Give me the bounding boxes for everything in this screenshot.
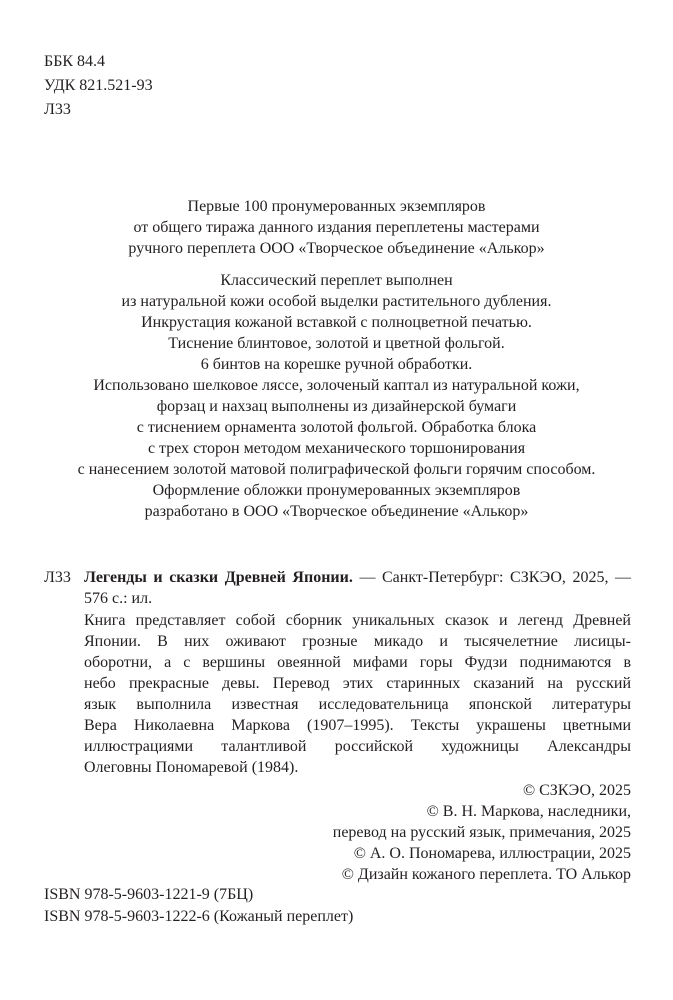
text-line: Инкрустация кожаной вставкой с полноцветной печатью. — [141, 314, 532, 331]
text-line: разработано в ООО «Творческое объединение «Алькор» — [144, 503, 529, 520]
binding-description — [0, 270, 673, 522]
text-line: Классический переплет выполнен — [220, 272, 453, 289]
text-line: Японии. В них оживают грозные микадо и тысячелетние лисицы- — [84, 633, 631, 650]
bibliographic-heading — [44, 567, 631, 588]
bbk-code: ББК 84.4 — [44, 53, 106, 70]
text-line: язык выполнила известная исследовательница японской литературы — [84, 696, 631, 713]
isbn-block — [44, 884, 353, 928]
copyright-line: © Дизайн кожаного переплета. ТО Алькор — [341, 866, 631, 883]
bibliographic-heading-text — [84, 567, 631, 588]
copyright-line: перевод на русский язык, примечания, 2025 — [332, 824, 631, 841]
text-line: Использовано шелковое ляссе, золоченый каптал из натуральной кожи, — [93, 377, 580, 394]
bibliographic-sign: Л33 — [44, 569, 71, 586]
text-line: Первые 100 пронумерованных экземпляров — [187, 198, 486, 215]
limited-edition-note — [0, 196, 673, 259]
book-title: Легенды и сказки Древней Японии. — [84, 569, 353, 586]
text-line: Олеговны Пономаревой (1984). — [84, 759, 299, 776]
text-line: небо прекрасные девы. Перевод этих старинных сказаний на русский — [84, 675, 631, 692]
text-line: 6 бинтов на корешке ручной обработки. — [200, 356, 473, 373]
copyright-line: © СЗКЭО, 2025 — [522, 782, 631, 799]
isbn-line: ISBN 978-5-9603-1222-6 (Кожаный переплет) — [44, 908, 354, 925]
classification-codes — [44, 50, 153, 122]
page-count: 576 с.: ил. — [84, 590, 153, 607]
abstract — [84, 610, 631, 778]
text-line: Вера Николаевна Маркова (1907–1995). Тексты украшены цветными — [84, 717, 631, 734]
text-line: с трех сторон методом механического торшонирования — [147, 440, 526, 457]
publication-info: — Санкт-Петербург: СЗКЭО, 2025, — — [359, 569, 632, 586]
text-line: форзац и нахзац выполнены из дизайнерской бумаги — [156, 398, 517, 415]
text-line: ручного переплета ООО «Творческое объединение «Алькор» — [128, 240, 545, 257]
text-line: иллюстрациями талантливой российской художницы Александры — [84, 738, 631, 755]
copyright-line: © В. Н. Маркова, наследники, — [426, 803, 631, 820]
isbn-line: ISBN 978-5-9603-1221-9 (7БЦ) — [44, 886, 254, 903]
bibliographic-record — [44, 567, 631, 609]
copyright-line: © А. О. Пономарева, иллюстрации, 2025 — [353, 845, 631, 862]
text-line: оборотни, а с вершины овеянной мифами горы Фудзи поднимаются в — [84, 654, 631, 671]
copyright-block — [333, 780, 631, 885]
text-line: от общего тиража данного издания переплетены мастерами — [133, 219, 540, 236]
text-line: из натуральной кожи особой выделки растительного дубления. — [121, 293, 552, 310]
text-line: с нанесением золотой матовой полиграфической фольги горячим способом. — [77, 461, 596, 478]
text-line: Оформление обложки пронумерованных экземпляров — [152, 482, 521, 499]
text-line: Книга представляет собой сборник уникальных сказок и легенд Древней — [84, 612, 631, 629]
text-line: Тиснение блинтовое, золотой и цветной фольгой. — [168, 335, 505, 352]
text-line: с тиснением орнамента золотой фольгой. Обработка блока — [136, 419, 537, 436]
udk-code: УДК 821.521-93 — [44, 77, 153, 94]
author-sign: Л33 — [44, 101, 71, 118]
